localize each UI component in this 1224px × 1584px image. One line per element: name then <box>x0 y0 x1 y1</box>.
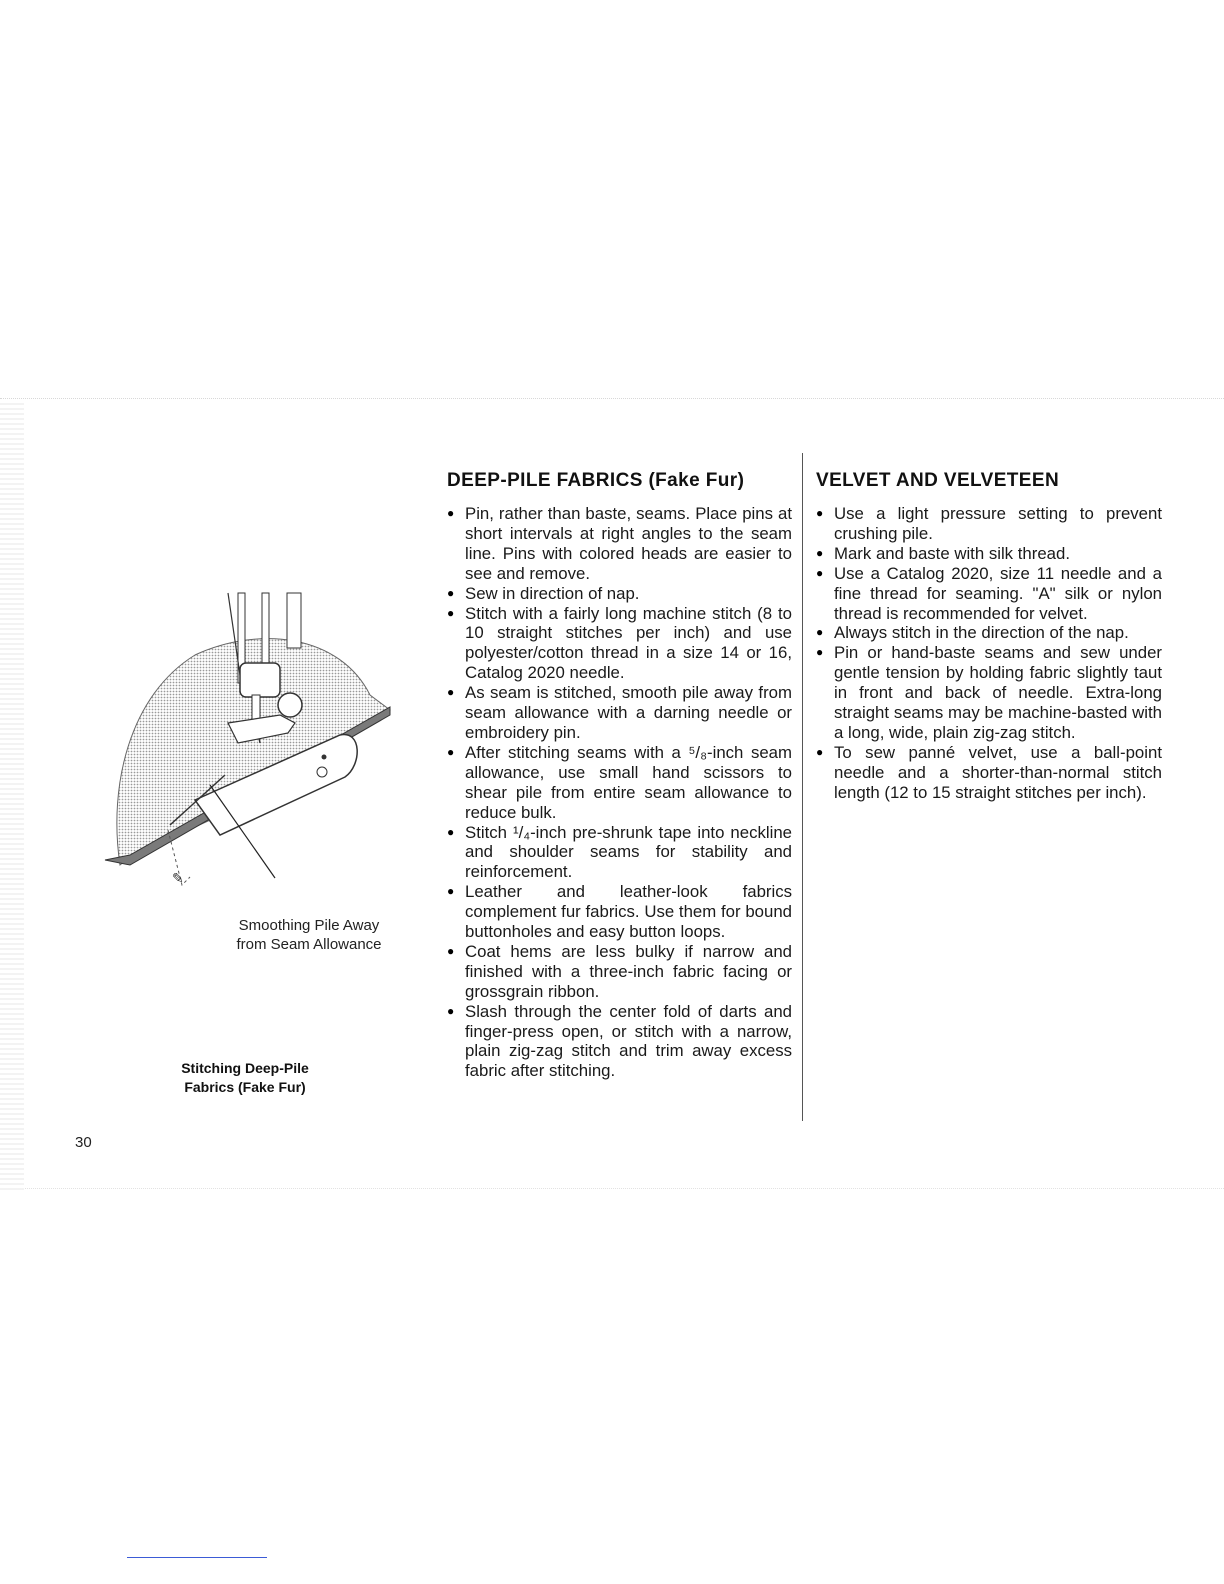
list-item: ● Sew in direction of nap. <box>447 584 792 604</box>
deep-pile-section <box>447 470 792 1081</box>
illustration-caption-line-1: Smoothing Pile Away <box>238 917 380 934</box>
page-number: 30 <box>75 1134 92 1151</box>
list-item: ● As seam is stitched, smooth pile away from seam allowance with a darning needle or embroidery pin. <box>447 683 792 743</box>
list-item: ● Mark and baste with silk thread. <box>816 544 1162 564</box>
list-item: ● Pin, rather than baste, seams. Place pins at short intervals at right angles to the seam line. Pins with colored heads are easier to see and remove. <box>447 504 792 584</box>
list-item: ● Stitch with a fairly long machine stitch (8 to 10 straight stitches per inch) and use polyester/cotton thread in a size 14 or 16, Catalog 2020 needle. <box>447 604 792 684</box>
illustration-caption-line-2: from Seam Allowance <box>236 936 382 953</box>
list-item: ● Always stitch in the direction of the nap. <box>816 623 1162 643</box>
list-item: ● After stitching seams with a ⁵/₈-inch seam allowance, use small hand scissors to shear pile from entire seam allowance to reduce bulk. <box>447 743 792 823</box>
sewing-machine-illustration <box>100 585 400 905</box>
list-item: ● To sew panné velvet, use a ball-point needle and a shorter-than-normal stitch length (12 to 15 straight stitches per inch). <box>816 743 1162 803</box>
velvet-section <box>816 470 1162 803</box>
list-item: ● Slash through the center fold of darts and finger-press open, or stitch with a narrow, plain zig-zag stitch and trim away excess fabric after stitching. <box>447 1002 792 1082</box>
page-top-edge <box>0 398 1224 400</box>
list-item: ● Use a Catalog 2020, size 11 needle and a fine thread for seaming. "A" silk or nylon thread is recommended for velvet. <box>816 564 1162 624</box>
list-item: ● Coat hems are less bulky if narrow and finished with a three-inch fabric facing or grossgrain ribbon. <box>447 942 792 1002</box>
column-divider <box>802 453 803 1121</box>
page-bottom-edge <box>0 1188 1224 1190</box>
figure-title-line-2: Fabrics (Fake Fur) <box>184 1079 306 1095</box>
deep-pile-list <box>447 504 792 1081</box>
figure-title-line-1: Stitching Deep-Pile <box>181 1060 309 1076</box>
list-item: ● Use a light pressure setting to prevent crushing pile. <box>816 504 1162 544</box>
figure-title <box>160 1059 330 1097</box>
list-item: ● Leather and leather-look fabrics complement fur fabrics. Use them for bound buttonholes and easy button loops. <box>447 882 792 942</box>
list-item: ● Pin or hand-baste seams and sew under gentle tension by holding fabric slightly taut in front and back of needle. Extra-long straight seams may be machine-basted with a long, wide, plain zig-zag stitch. <box>816 643 1162 743</box>
list-item: ● Stitch ¹/₄-inch pre-shrunk tape into neckline and shoulder seams for stability and reinforcement. <box>447 823 792 883</box>
deep-pile-heading: DEEP-PILE FABRICS (Fake Fur) <box>447 470 745 491</box>
velvet-list <box>816 504 1162 803</box>
svg-text:✎: ✎ <box>172 870 184 886</box>
bottom-link-underline <box>127 1557 267 1558</box>
scan-edge-texture <box>0 400 24 1190</box>
velvet-heading: VELVET AND VELVETEEN <box>816 470 1060 491</box>
illustration-caption <box>214 916 404 954</box>
